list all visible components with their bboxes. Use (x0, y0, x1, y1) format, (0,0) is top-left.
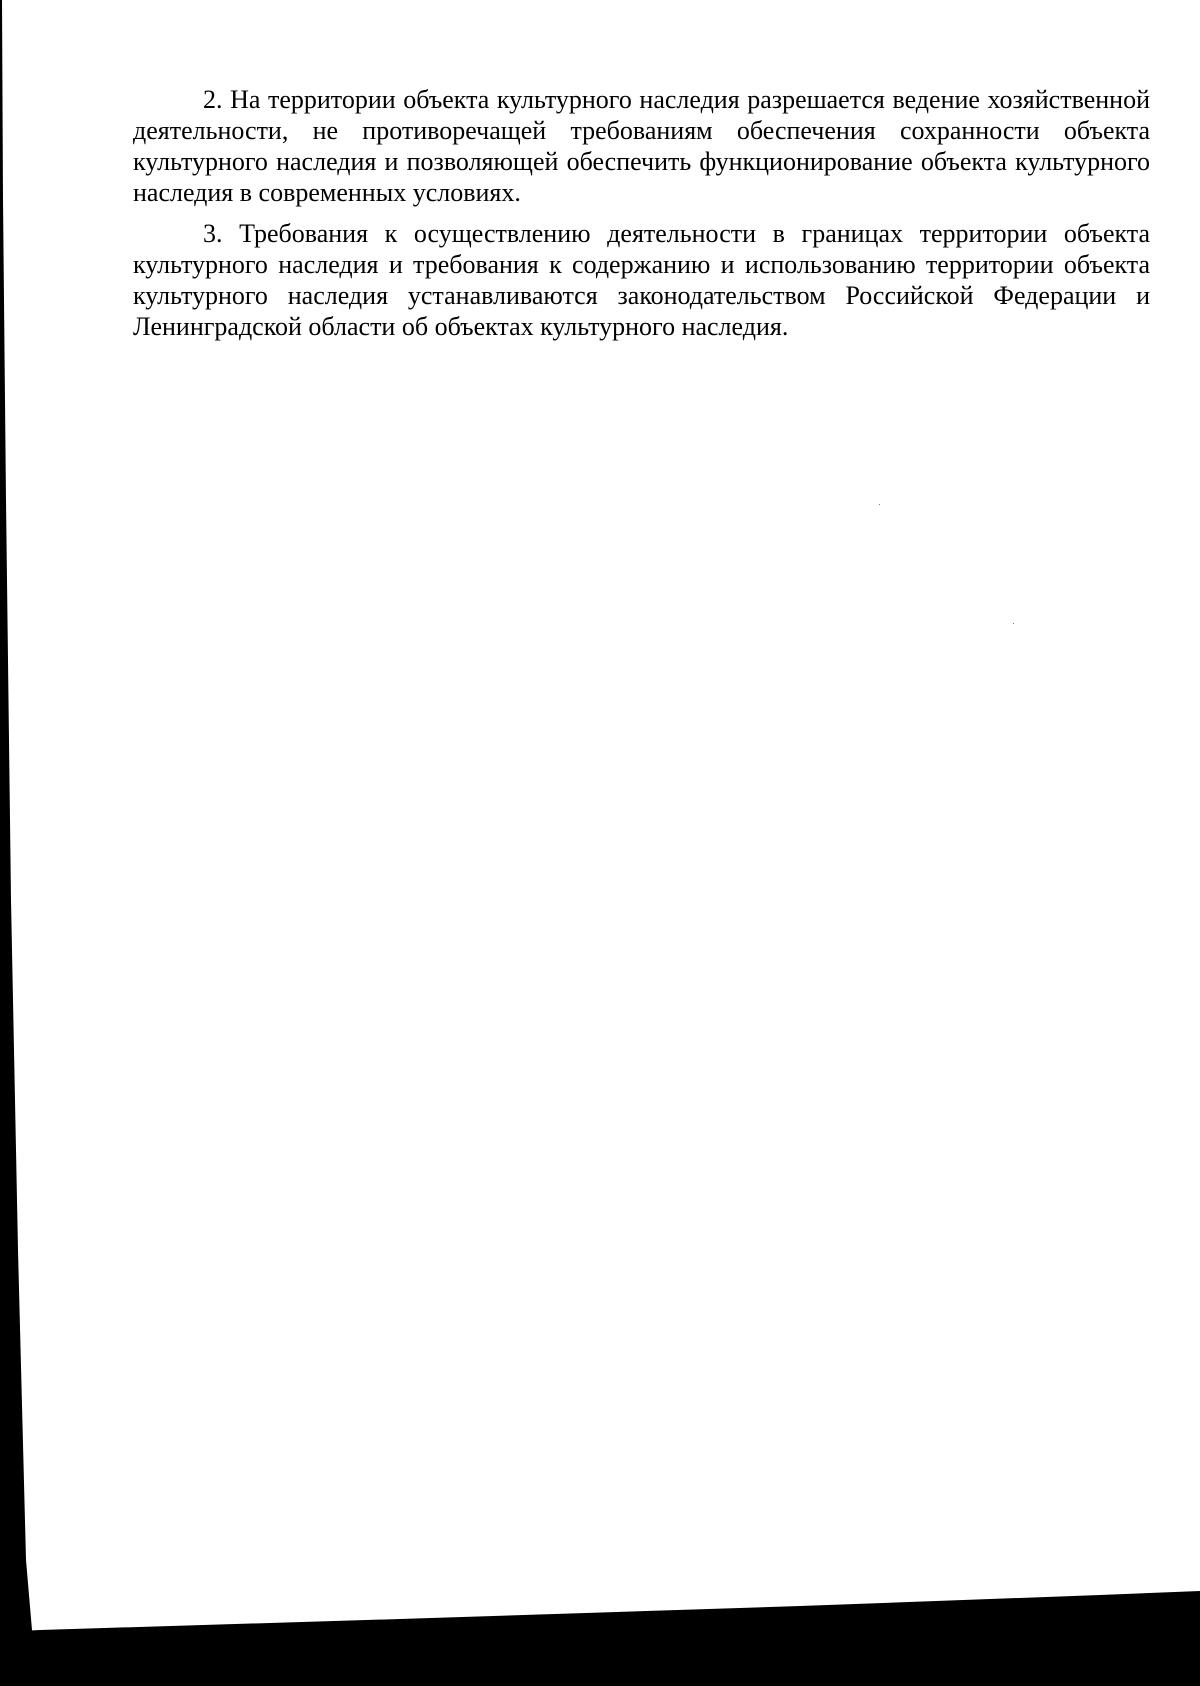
scan-speck (1013, 623, 1014, 624)
paragraph-2: 2. На территории объекта культурного наследия разрешается ведение хозяйственной деятельности, не противоречащей требованиям обеспечения сохранности объекта культурного наследия и позволяющей обеспечить функционирование объекта культурного наследия в современных условиях. (133, 85, 1150, 207)
document-body (133, 84, 1150, 352)
scan-bottom-edge (0, 1591, 1200, 1686)
scan-speck (879, 504, 880, 505)
scan-left-edge (0, 0, 32, 1686)
paragraph-3: 3. Требования к осуществлению деятельности в границах территории объекта культурного наследия и требования к содержанию и использованию территории объекта культурного наследия устанавливаются законодательством Российской Федерации и Ленинградской области об объектах культурного наследия. (133, 219, 1150, 341)
